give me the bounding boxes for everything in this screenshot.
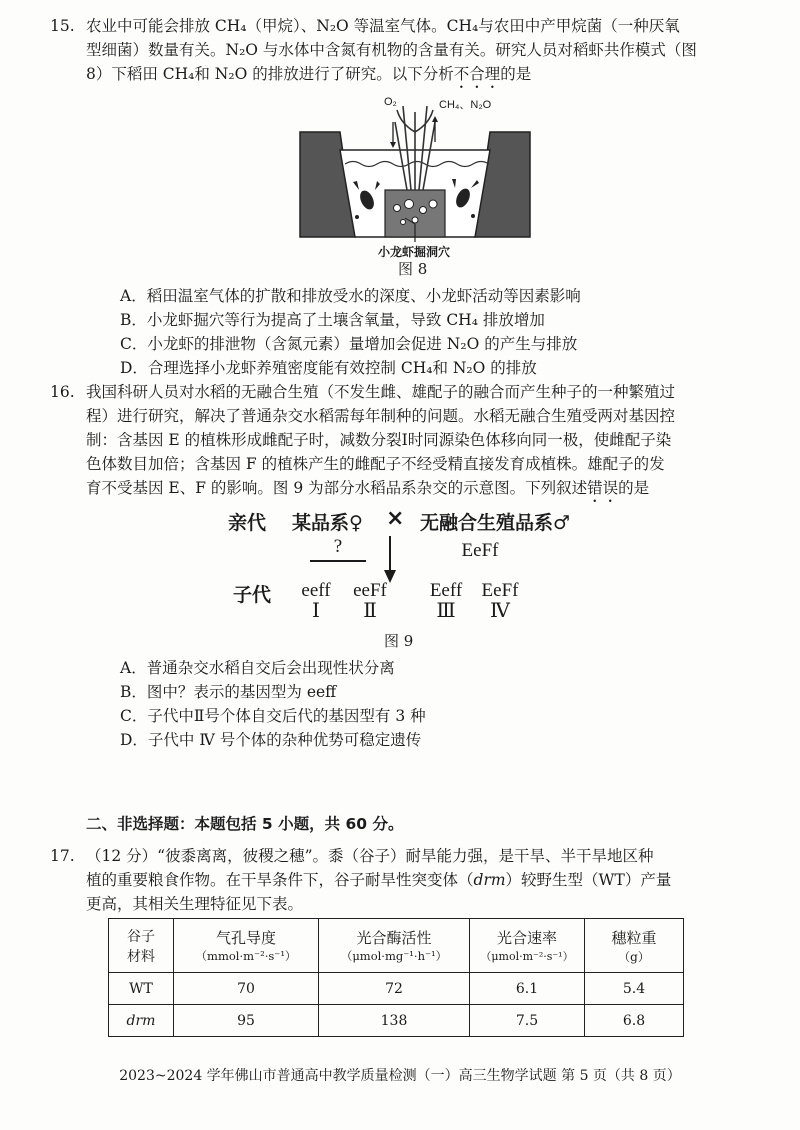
question-number: 15. xyxy=(50,17,75,35)
question-text-line: 色体数目加倍；含基因 F 的植株产生的雌配子不经受精直接发育成植株。雄配子的发 xyxy=(86,455,665,473)
option-d: D．合理选择小龙虾养殖密度能有效控制 CH₄和 N₂O 的排放 xyxy=(120,359,537,377)
question-text-line: 我国科研人员对水稻的无融合生殖（不发生雌、雄配子的融合而产生种子的一种繁殖过 xyxy=(86,383,676,401)
table-row xyxy=(109,1005,684,1037)
figure-caption: 图 8 xyxy=(398,260,428,278)
table-cell: 72 xyxy=(319,973,470,1005)
table-row xyxy=(109,973,684,1005)
cross-symbol: × xyxy=(386,506,405,531)
female-parent: 某品系♀ xyxy=(292,512,363,534)
emphasis-text: 不合理 xyxy=(453,65,501,83)
figure-8-rice-field-diagram xyxy=(295,92,535,267)
label-ch4-n2o: CH₄、N₂O xyxy=(439,99,492,111)
emphasis-text: 错误 xyxy=(587,479,619,497)
table-header-cell: 穗粒重 （g） xyxy=(585,919,684,973)
table-cell: 6.1 xyxy=(470,973,585,1005)
section-heading: 二、非选择题：本题包括 5 小题，共 60 分。 xyxy=(86,815,404,833)
question-number: 17. xyxy=(50,847,75,865)
down-arrow-icon xyxy=(380,536,400,584)
table-cell: 7.5 xyxy=(470,1005,585,1037)
label-o2: O₂ xyxy=(384,96,397,108)
option-b: B．小龙虾掘穴等行为提高了土壤含氧量，导致 CH₄ 排放增加 xyxy=(120,311,545,329)
gamete-underline xyxy=(310,560,366,562)
table-cell: 6.8 xyxy=(585,1005,684,1037)
table-cell: 138 xyxy=(319,1005,470,1037)
question-text-line: 型细菌）数量有关。N₂O 与水体中含氮有机物的含量有关。研究人员对稻虾共作模式（图 xyxy=(86,41,697,59)
question-16 xyxy=(50,380,746,506)
offspring-genotype: eeff xyxy=(301,580,331,601)
page-footer: 2023~2024 学年佛山市普通高中教学质量检测（一）高三生物学试题 第 5 页（共 8 页） xyxy=(119,1068,681,1084)
parent-generation-label: 亲代 xyxy=(228,512,267,534)
question-number: 16. xyxy=(50,383,75,401)
physiology-table xyxy=(108,918,684,1037)
offspring-number: Ⅰ xyxy=(312,600,320,622)
table-header-row xyxy=(109,919,684,973)
table-header-cell: 气孔导度 （mmol·m⁻²·s⁻¹） xyxy=(174,919,319,973)
table-header-cell: 谷子 材料 xyxy=(109,919,174,973)
option-a: A．普通杂交水稻自交后会出现性状分离 xyxy=(120,659,395,677)
table-cell: 70 xyxy=(174,973,319,1005)
offspring-number: Ⅳ xyxy=(490,600,510,622)
option-c: C．子代中Ⅱ号个体自交后代的基因型有 3 种 xyxy=(120,707,426,725)
male-genotype: EeFf xyxy=(461,540,499,561)
question-text-line: 8）下稻田 CH₄和 N₂O 的排放进行了研究。以下分析不合理的是 xyxy=(86,65,532,83)
table-header-cell: 光合速率 （μmol·m⁻²·s⁻¹） xyxy=(470,919,585,973)
table-cell: 95 xyxy=(174,1005,319,1037)
option-d: D．子代中 Ⅳ 号个体的杂种优势可稳定遗传 xyxy=(120,731,422,749)
option-a: A．稻田温室气体的扩散和排放受水的深度、小龙虾活动等因素影响 xyxy=(120,287,581,305)
question-text-line: 植的重要粮食作物。在干旱条件下，谷子耐旱性突变体（drm）较野生型（WT）产量 xyxy=(86,871,672,889)
unknown-genotype: ? xyxy=(333,536,343,557)
option-b: B．图中？表示的基因型为 eeff xyxy=(120,683,337,701)
figure-caption: 图 9 xyxy=(384,632,414,650)
table-cell: drm xyxy=(109,1005,174,1037)
offspring-genotype: Eeff xyxy=(429,580,463,601)
question-17 xyxy=(50,844,746,916)
offspring-generation-label: 子代 xyxy=(233,584,272,606)
offspring-number: Ⅱ xyxy=(363,600,377,622)
offspring-genotype: EeFf xyxy=(481,580,519,601)
question-text-line: 制：含基因 E 的植株形成雌配子时，减数分裂Ⅰ时同源染色体移向同一极，使雌配子染 xyxy=(86,431,672,449)
question-text-line: （12 分）“彼黍离离，彼稷之穗”。黍（谷子）耐旱能力强，是干旱、半干旱地区种 xyxy=(86,847,654,865)
male-parent: 无融合生殖品系♂ xyxy=(420,512,571,534)
question-text-line: 农业中可能会排放 CH₄（甲烷）、N₂O 等温室气体。CH₄与农田中产甲烷菌（一种厌氧 xyxy=(86,17,680,35)
question-text-line: 更高，其相关生理特征见下表。 xyxy=(86,895,304,913)
table-header-cell: 光合酶活性 （μmol·mg⁻¹·h⁻¹） xyxy=(319,919,470,973)
offspring-number: Ⅲ xyxy=(436,600,456,622)
table-cell: WT xyxy=(109,973,174,1005)
question-text-line: 育不受基因 E、F 的影响。图 9 为部分水稻品系杂交的示意图。下列叙述错误的是 xyxy=(86,479,650,497)
offspring-genotype: eeFf xyxy=(353,580,387,601)
question-15 xyxy=(50,14,746,92)
label-burrow: 小龙虾掘洞穴 xyxy=(378,245,451,259)
table-cell: 5.4 xyxy=(585,973,684,1005)
option-c: C．小龙虾的排泄物（含氮元素）量增加会促进 N₂O 的产生与排放 xyxy=(120,335,578,353)
question-text-line: 程）进行研究，解决了普通杂交水稻需每年制种的问题。水稻无融合生殖受两对基因控 xyxy=(86,407,676,425)
